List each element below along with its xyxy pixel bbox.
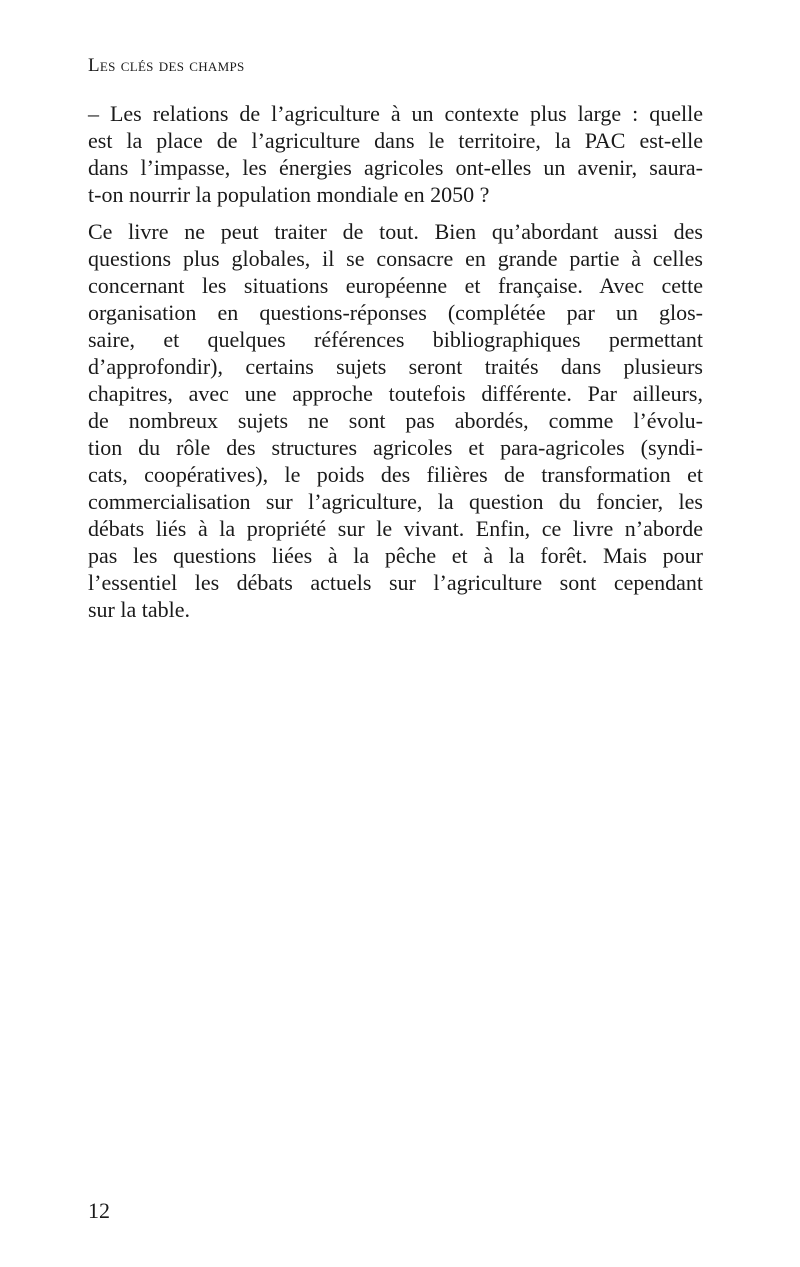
- body-text: [88, 100, 703, 633]
- running-head: Les clés des champs: [88, 55, 245, 76]
- text-line: d’approfondir), certains sujets seront traités dans plusieurs: [88, 354, 703, 379]
- text-line: dans l’impasse, les énergies agricoles ont-elles un avenir, saura-: [88, 155, 703, 180]
- text-line: commercialisation sur l’agriculture, la question du foncier, les: [88, 489, 703, 514]
- text-line: de nombreux sujets ne sont pas abordés, comme l’évolu-: [88, 408, 703, 433]
- page-number: 12: [88, 1198, 110, 1223]
- text-line: débats liés à la propriété sur le vivant. Enfin, ce livre n’aborde: [88, 516, 703, 541]
- text-line: sur la table.: [88, 597, 191, 622]
- text-line: l’essentiel les débats actuels sur l’agriculture sont cependant: [88, 570, 703, 595]
- paragraph-list-item: [88, 100, 703, 208]
- paragraph-main: [88, 218, 703, 623]
- text-line: pas les questions liées à la pêche et à la forêt. Mais pour: [88, 543, 703, 568]
- text-line: organisation en questions-réponses (complétée par un glos-: [88, 300, 703, 325]
- text-line: questions plus globales, il se consacre en grande partie à celles: [88, 246, 703, 271]
- text-line: – Les relations de l’agriculture à un contexte plus large : quelle: [88, 101, 703, 126]
- text-line: est la place de l’agriculture dans le territoire, la PAC est-elle: [88, 128, 703, 153]
- text-line: concernant les situations européenne et française. Avec cette: [88, 273, 703, 298]
- text-line: cats, coopératives), le poids des filières de transformation et: [88, 462, 703, 487]
- text-line: saire, et quelques références bibliographiques permettant: [88, 327, 703, 352]
- text-line: Ce livre ne peut traiter de tout. Bien qu’abordant aussi des: [88, 219, 703, 244]
- text-line: chapitres, avec une approche toutefois différente. Par ailleurs,: [88, 381, 703, 406]
- text-line: tion du rôle des structures agricoles et para-agricoles (syndi-: [88, 435, 703, 460]
- text-line: t-on nourrir la population mondiale en 2050 ?: [88, 182, 490, 207]
